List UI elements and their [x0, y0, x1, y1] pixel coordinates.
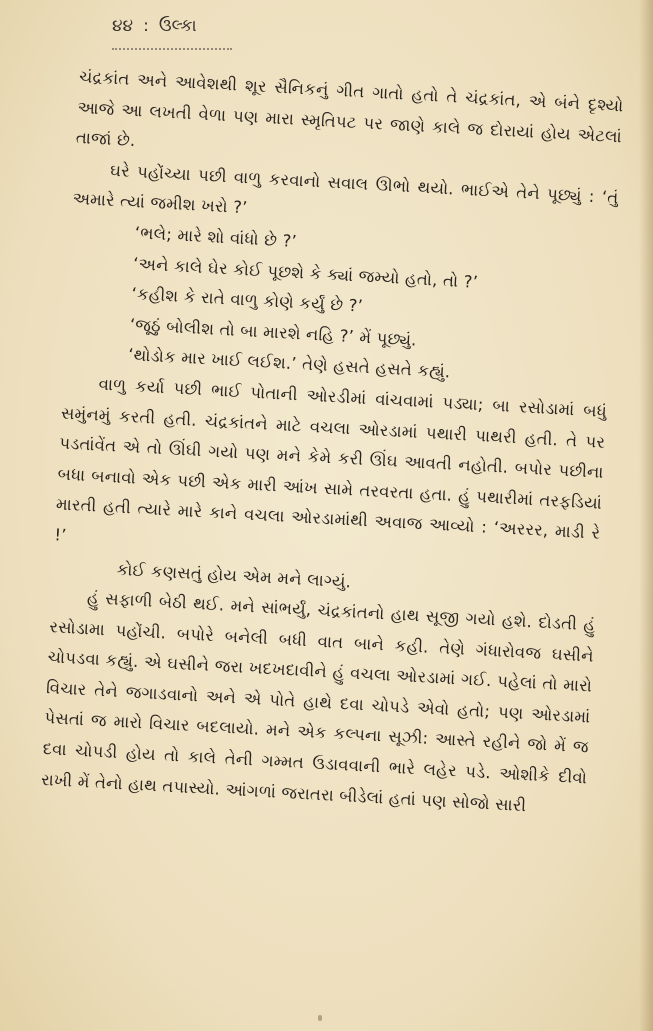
- header-separator: :: [143, 16, 149, 36]
- paragraph: ચંદ્રકાંત અને આવેશથી શૂર સૈનિકનું ગીત ગાતો હતો તે ચંદ્રકાંત, એ બંને દૃશ્યો આજે આ લખતી વેળા પણ મારા સ્મૃતિપટ પર જાણે કાલે જ દોરાયાં હોય એટલાં તાજાં છે.: [75, 66, 624, 151]
- page-speck: [318, 1015, 322, 1021]
- paragraph: કોઈ કણસતું હોય એમ મને લાગ્યું.: [116, 559, 352, 591]
- paragraph: ઘરે પહોંચ્યા પછી વાળુ કરવાનો સવાલ ઊભો થયો. ભાઈએ તેને પૂછ્યું : ‘તું અમારે ત્યાં જમીશ ખરો ?’: [72, 160, 619, 218]
- dialogue-line: ‘જૂઠું બોલીશ તો બા મારશે નહિ ?’ મેં પૂછ્યું.: [129, 314, 418, 350]
- page-number: ૪૪: [112, 16, 134, 36]
- paragraph: વાળુ કર્યા પછી ભાઈ પોતાની ઓરડીમાં વાંચવામાં પડ્યા; બા રસોડામાં બધું સમુંનમું કરતી હતી. ચંદ્રકાંતને માટે વચલા ઓરડામાં પથારી પાથરી હતી. તે પર પડતાંવેંત એ તો ઊંઘી ગયો પણ મને કેમે કરી ઊંઘ આવતી નહોતી. બપોર પછીના બધા બનાવો એક પછી એક મારી આંખ સામે તરવરતા હતા. હું પથારીમાં તરફડિયાં મારતી હતી ત્યારે મારે કાને વચલા ઓરડામાંથી અવાજ આવ્યો : ‘અરરર, માડી રે !’: [53, 374, 608, 545]
- running-header: [112, 16, 197, 36]
- book-title: ઉલ્કા: [158, 16, 197, 36]
- body-text: [40, 62, 624, 825]
- dialogue-line: ‘અને કાલે ઘેર કોઈ પૂછશે કે ક્યાં જમ્યો હતો, તો ?’: [132, 253, 479, 292]
- dialogue-line: ‘થોડોક માર ખાઈ લઈશ.’ તેણે હસતે હસતે કહ્યું.: [127, 345, 451, 382]
- dialogue-line: ‘કહીશ કે રાતે વાળુ કોણે કર્યું છે ?’: [131, 284, 364, 316]
- paragraph: હું સફાળી બેઠી થઈ. મને સાંભર્યું, ચંદ્રકાંતનો હાથ સૂજી ગયો હશે. દોડતી હું રસોડામા પહોંચી. બપોરે બનેલી બધી વાત બાને કહી. તેણે ગંધારોવજ ઘસીને ચોપડવા કહ્યું. એ ઘસીને જરા ખદખદાવીને હું વચલા ઓરડામાં ગઈ. પહેલાં તો મારો વિચાર તેને જગાડવાનો અને એ પોતે હાથે દવા ચોપડે એવો હતો; પણ ઓરડામાં પેસતાં જ મારો વિચાર બદલાયો. મને એક કલ્પના સૂઝી: આસ્તે રહીને જો મેં જ દવા ચોપડી હોય તો કાલે તેની ગમ્મત ઉડાવવાની ભારે લહેર પડે. ઓશીકે દીવો રાખી મેં તેનો હાથ તપાસ્યો. આંગળાં જરાતરા બીડેલાં હતાં પણ સોજો સારી: [40, 588, 596, 815]
- header-underline: [112, 42, 232, 50]
- dialogue-line: ‘ભલે; મારે શો વાંધો છે ?’: [134, 223, 298, 251]
- page-spine-shadow: [639, 0, 653, 1031]
